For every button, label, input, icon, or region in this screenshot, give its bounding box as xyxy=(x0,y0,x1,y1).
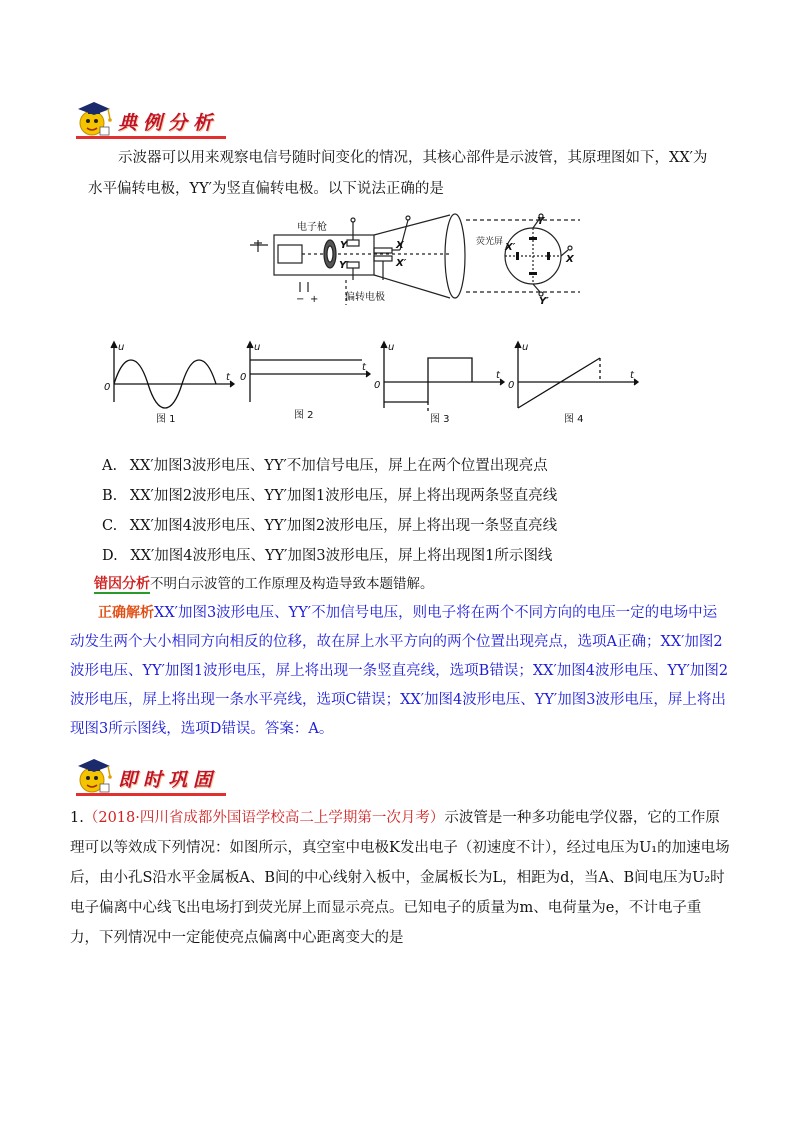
option-text: XX′加图2波形电压、YY′加图1波形电压，屏上将出现两条竖直亮线 xyxy=(129,488,558,504)
wave3-axis-u: u xyxy=(388,342,395,353)
label-screen-yprime: Y′ xyxy=(539,296,549,307)
wave1-caption: 图 1 xyxy=(156,414,176,425)
wave4-axis-u: u xyxy=(522,342,529,353)
oscilloscope-tube-diagram xyxy=(250,210,580,310)
option-b xyxy=(102,484,557,505)
correct-analysis-text: XX′加图3波形电压、YY′不加信号电压，则电子将在两个不同方向的电压一定的电场中运动发生两个大小相同方向相反的位移，故在屏上水平方向的两个位置出现亮点，选项A正确；XX′加图2波形电压、YY′加图1波形电压，屏上将出现一条竖直亮线，选项B错误；XX′加图4波形电压、YY′加图2波形电压，屏上将出现一条水平亮线，选项C错误；XX′加图4波形电压、YY′加图3波形电压，屏上将出现图3所示图线，选项D错误。答案：A。 xyxy=(70,605,729,737)
wave3-axis-t: t xyxy=(496,370,500,381)
section-title: 即时巩固 xyxy=(118,769,219,791)
option-letter: B. xyxy=(102,488,118,504)
mascot-graduate-icon xyxy=(70,97,118,139)
wave1-axis-u: u xyxy=(118,342,125,353)
question-number: 1. xyxy=(70,810,84,826)
label-plus: + xyxy=(310,294,319,305)
option-text: XX′加图4波形电压、YY′加图2波形电压，屏上将出现一条竖直亮线 xyxy=(129,518,558,534)
label-minus: − xyxy=(296,294,305,305)
error-analysis-text: 不明白示波管的工作原理及构造导致本题错解。 xyxy=(150,576,434,592)
label-screen-y: Y xyxy=(537,216,545,227)
section-underline xyxy=(76,793,226,796)
wave4-caption: 图 4 xyxy=(564,414,584,425)
wave3-caption: 图 3 xyxy=(430,414,450,425)
wave2-axis-t: t xyxy=(362,362,366,373)
option-letter: C. xyxy=(102,518,118,534)
question-text: 示波管是一种多功能电学仪器，它的工作原理可以等效成下列情况：如图所示，真空室中电极K发出电子（初速度不计），经过电压为U₁的加速电场后，由小孔S沿水平金属板A、B间的中心线射入板中，金属板长为L，相距为d，当A、B间电压为U₂时电子偏离中心线飞出电场打到荧光屏上而显示亮点。已知电子的质量为m、电荷量为e，不计电子重力，下列情况中一定能使亮点偏离中心距离变大的是 xyxy=(70,810,730,946)
error-analysis xyxy=(94,572,434,593)
label-screen: 荧光屏 xyxy=(476,237,504,247)
wave1-origin: 0 xyxy=(104,382,111,393)
label-xprime-plate: X′ xyxy=(396,258,407,269)
question-1 xyxy=(70,803,730,953)
wave2-origin: 0 xyxy=(240,372,247,383)
label-x-plate: X xyxy=(396,240,404,251)
option-letter: A. xyxy=(102,458,118,474)
section-underline xyxy=(76,136,226,139)
wave3-origin: 0 xyxy=(374,380,381,391)
wave4-origin: 0 xyxy=(508,380,515,391)
option-text: XX′加图3波形电压、YY′不加信号电压，屏上在两个位置出现亮点 xyxy=(129,458,548,474)
mascot-graduate-icon xyxy=(70,754,118,796)
label-y-plate: Y xyxy=(340,240,348,251)
label-screen-xprime: X′ xyxy=(505,242,516,253)
label-yprime-plate: Y′ xyxy=(339,260,349,271)
option-letter: D. xyxy=(102,548,118,564)
option-text: XX′加图4波形电压、YY′加图3波形电压，屏上将出现图1所示图线 xyxy=(130,548,553,564)
waveform-figures xyxy=(100,340,640,425)
label-screen-x: X xyxy=(566,254,574,265)
section-header-practice xyxy=(70,752,218,796)
correct-analysis-label: 正确解析 xyxy=(98,605,154,621)
correct-analysis xyxy=(70,599,730,744)
option-a xyxy=(102,454,548,475)
section-header-typical xyxy=(70,95,218,139)
wave2-caption: 图 2 xyxy=(294,410,314,421)
label-deflection-electrodes: 偏转电极 xyxy=(345,292,385,303)
wave1-axis-t: t xyxy=(226,372,230,383)
section-title: 典例分析 xyxy=(118,112,219,134)
question-source: （2018·四川省成都外国语学校高二上学期第一次月考） xyxy=(83,810,445,826)
question-intro: 示波器可以用来观察电信号随时间变化的情况，其核心部件是示波管，其原理图如下，XX′为水平偏转电极，YY′为竖直偏转电极。以下说法正确的是 xyxy=(88,150,708,197)
wave2-axis-u: u xyxy=(254,342,261,353)
option-d xyxy=(102,544,552,565)
wave4-axis-t: t xyxy=(630,370,634,381)
error-analysis-label: 错因分析 xyxy=(94,576,150,592)
option-c xyxy=(102,514,557,535)
label-electron-gun: 电子枪 xyxy=(297,222,327,233)
